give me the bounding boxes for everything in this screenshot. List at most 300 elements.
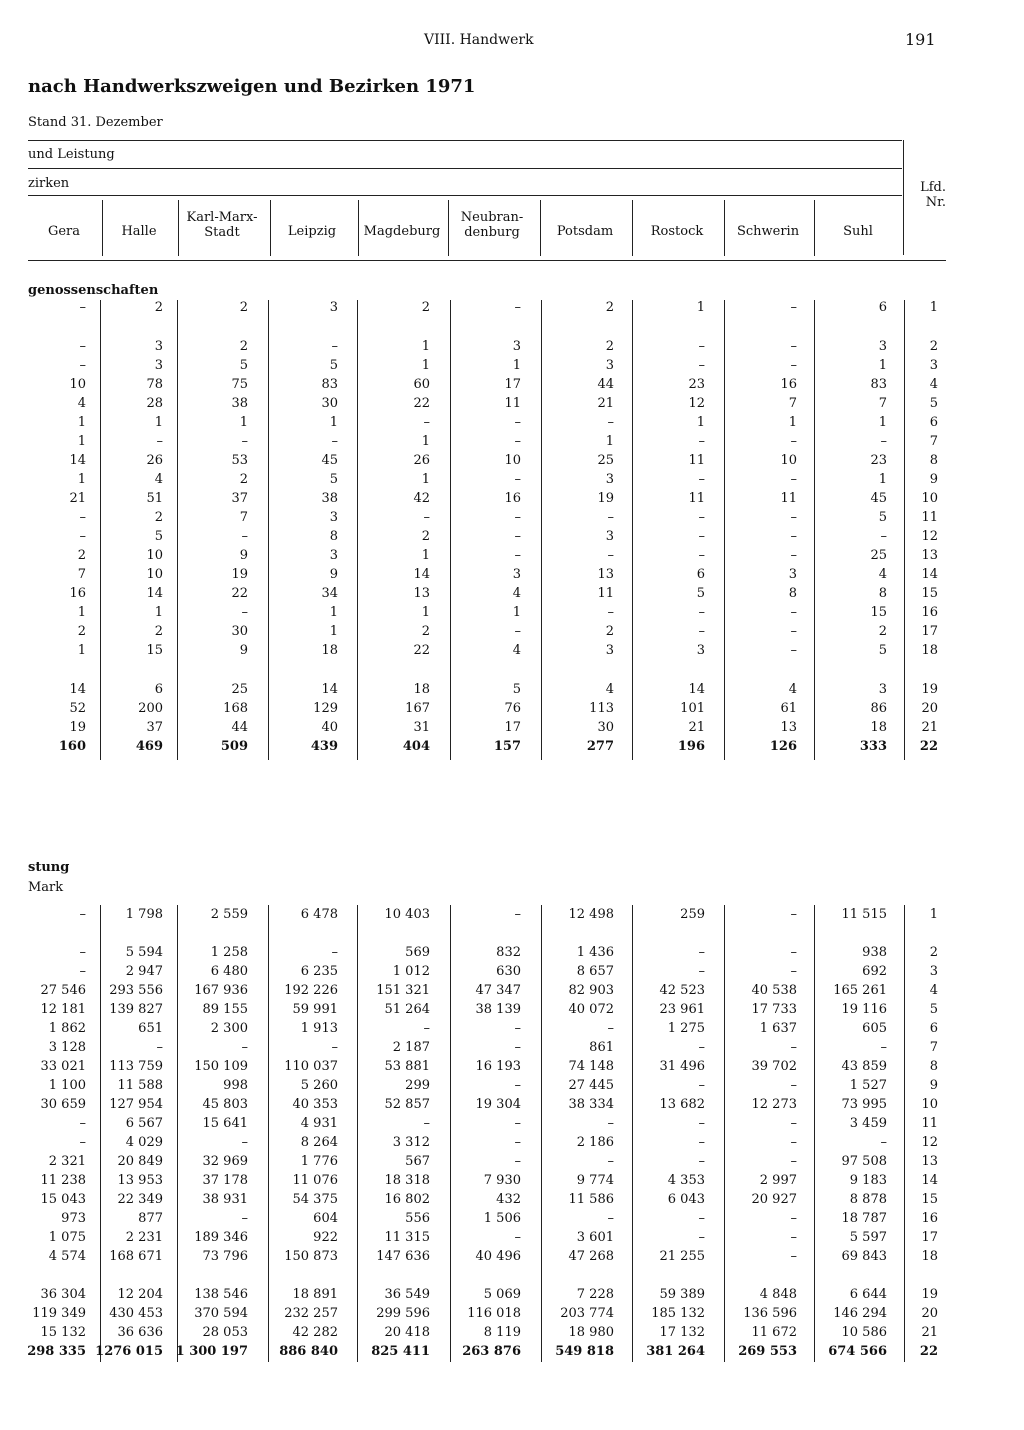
table-cell: 203 774 (560, 1306, 614, 1321)
table-cell: 45 803 (202, 1097, 248, 1112)
table-cell: 4 (77, 396, 86, 411)
row-number: 15 (921, 586, 938, 601)
table-cell: 14 (688, 682, 705, 697)
table-cell: 168 (223, 701, 248, 716)
table-cell: 13 (780, 720, 797, 735)
table-cell: – (156, 1040, 163, 1055)
table-row (0, 1285, 1024, 1304)
section-header: VIII. Handwerk (424, 32, 534, 48)
row-number: 5 (929, 1002, 938, 1017)
row-number: 21 (921, 720, 938, 735)
table-cell: 160 (58, 739, 86, 754)
table-cell: 192 226 (284, 983, 338, 998)
table-cell: 30 659 (40, 1097, 86, 1112)
table-cell: 75 (231, 377, 248, 392)
column-header-8: Schwerin (736, 224, 800, 239)
table-cell: 3 (154, 358, 163, 373)
table-cell: 10 (504, 453, 521, 468)
table-cell: 381 264 (646, 1344, 705, 1359)
table-cell: 11 076 (292, 1173, 338, 1188)
table-cell: 4 (154, 472, 163, 487)
table-cell: 432 (496, 1192, 521, 1207)
table-cell: 293 556 (109, 983, 163, 998)
table-cell: 3 (329, 300, 338, 315)
table-cell: 18 (413, 682, 430, 697)
table-cell: – (698, 964, 705, 979)
table-cell: 40 496 (475, 1249, 521, 1264)
table-cell: 4 931 (300, 1116, 338, 1131)
table-cell: 7 (878, 396, 887, 411)
table-row (0, 527, 1024, 546)
table-cell: 3 (329, 548, 338, 563)
row-number: 10 (921, 1097, 938, 1112)
table-cell: 20 849 (117, 1154, 163, 1169)
table-cell: 11 (780, 491, 797, 506)
table-cell: 6 235 (300, 964, 338, 979)
table-cell: 30 (231, 624, 248, 639)
table-cell: – (790, 1211, 797, 1226)
table-cell: 14 (69, 682, 86, 697)
table-cell: 11 238 (40, 1173, 86, 1188)
table-cell: 7 930 (483, 1173, 521, 1188)
table-cell: 138 546 (194, 1287, 248, 1302)
table-cell: 333 (859, 739, 887, 754)
table-cell: 119 349 (32, 1306, 86, 1321)
table-cell: 1 913 (300, 1021, 338, 1036)
table-cell: 38 (231, 396, 248, 411)
table-cell: 9 (239, 643, 248, 658)
row-number: 9 (929, 1078, 938, 1093)
table-cell: 1 (329, 605, 338, 620)
table-cell: 5 (878, 643, 887, 658)
table-cell: 22 349 (117, 1192, 163, 1207)
table-cell: 36 549 (384, 1287, 430, 1302)
table-cell: 3 (329, 510, 338, 525)
table-cell: 20 418 (384, 1325, 430, 1340)
table-cell: 569 (405, 945, 430, 960)
table-cell: – (514, 1040, 521, 1055)
table-cell: – (514, 1116, 521, 1131)
table-cell: 2 187 (392, 1040, 430, 1055)
table-cell: 1 (77, 643, 86, 658)
table-cell: 1 (696, 300, 705, 315)
row-number: 7 (929, 1040, 938, 1055)
table-cell: – (607, 510, 614, 525)
table-cell: 37 (231, 491, 248, 506)
table-cell: – (698, 945, 705, 960)
table-cell: – (790, 624, 797, 639)
table-cell: 12 181 (40, 1002, 86, 1017)
table-cell: 2 (605, 624, 614, 639)
table-cell: 16 802 (384, 1192, 430, 1207)
table-cell: 14 (321, 682, 338, 697)
row-number: 17 (921, 624, 938, 639)
table-row (0, 337, 1024, 356)
table-cell: 3 (605, 643, 614, 658)
table-cell: 17 (504, 377, 521, 392)
table-cell: – (790, 945, 797, 960)
column-header-0: Gera (47, 224, 81, 239)
table-cell: – (514, 1154, 521, 1169)
row-number: 8 (929, 1059, 938, 1074)
table-cell: 1 (77, 472, 86, 487)
table-cell: 11 315 (384, 1230, 430, 1245)
table-cell: 4 353 (667, 1173, 705, 1188)
table-cell: 2 321 (48, 1154, 86, 1169)
column-header-1: Halle (121, 224, 157, 239)
table-cell: 7 (77, 567, 86, 582)
table-row (0, 432, 1024, 451)
table-cell: – (698, 548, 705, 563)
table-cell: – (79, 529, 86, 544)
table-cell: 14 (69, 453, 86, 468)
table-row (0, 413, 1024, 432)
table-cell: 14 (146, 586, 163, 601)
table-cell: 1 (878, 358, 887, 373)
table-cell: 4 848 (759, 1287, 797, 1302)
table-cell: 12 273 (751, 1097, 797, 1112)
table-row (0, 680, 1024, 699)
table-row (0, 1152, 1024, 1171)
table-cell: – (607, 1116, 614, 1131)
row-number: 5 (929, 396, 938, 411)
column-header-5: Neubran- denburg (460, 210, 524, 240)
table-cell: 34 (321, 586, 338, 601)
table-cell: 185 132 (651, 1306, 705, 1321)
table-cell: – (241, 1211, 248, 1226)
table-cell: 39 702 (751, 1059, 797, 1074)
table-cell: 17 132 (659, 1325, 705, 1340)
table-cell: – (423, 415, 430, 430)
table-cell: 60 (413, 377, 430, 392)
table-row (0, 1076, 1024, 1095)
table-cell: 10 403 (384, 907, 430, 922)
table-row (0, 1247, 1024, 1266)
table-cell: – (79, 300, 86, 315)
table-cell: 998 (223, 1078, 248, 1093)
column-header-3: Leipzig (287, 224, 337, 239)
table-cell: 1 (421, 434, 430, 449)
page-subtitle: Stand 31. Dezember (28, 115, 163, 130)
table-cell: 6 (696, 567, 705, 582)
table-cell: 1 258 (210, 945, 248, 960)
table-cell: – (241, 529, 248, 544)
table-cell: 3 (696, 643, 705, 658)
table-cell: 25 (231, 682, 248, 697)
table-cell: – (241, 1135, 248, 1150)
header-rule-1 (28, 168, 902, 169)
header-rule-2 (28, 195, 902, 196)
table-cell: 18 (870, 720, 887, 735)
table-cell: 922 (313, 1230, 338, 1245)
table-cell: 37 178 (202, 1173, 248, 1188)
table-cell: 53 881 (384, 1059, 430, 1074)
table-cell: – (698, 434, 705, 449)
table-cell: 277 (586, 739, 614, 754)
table-cell: 165 261 (833, 983, 887, 998)
header-column-divider (448, 200, 449, 256)
header-column-divider (724, 200, 725, 256)
table-cell: 52 (69, 701, 86, 716)
table-cell: 3 (605, 472, 614, 487)
table-cell: 5 (696, 586, 705, 601)
table-cell: 18 (321, 643, 338, 658)
table-cell: 2 (77, 624, 86, 639)
table-cell: 45 (870, 491, 887, 506)
table-row (0, 565, 1024, 584)
header-column-divider (178, 200, 179, 256)
table-cell: – (514, 624, 521, 639)
table-cell: – (514, 300, 521, 315)
table-cell: 15 (870, 605, 887, 620)
table-cell: 18 318 (384, 1173, 430, 1188)
table-cell: 18 891 (292, 1287, 338, 1302)
table-cell: – (790, 1040, 797, 1055)
table-cell: 1 (77, 605, 86, 620)
table-cell: 1 (512, 358, 521, 373)
table-cell: 69 843 (841, 1249, 887, 1264)
table-row (0, 375, 1024, 394)
table-cell: 28 053 (202, 1325, 248, 1340)
table-row (0, 1038, 1024, 1057)
header-column-divider (102, 200, 103, 256)
table-row (0, 1095, 1024, 1114)
row-number: 8 (929, 453, 938, 468)
table-cell: 200 (138, 701, 163, 716)
header-column-divider (358, 200, 359, 256)
table-cell: 6 043 (667, 1192, 705, 1207)
table-cell: 52 857 (384, 1097, 430, 1112)
table-cell: 259 (680, 907, 705, 922)
table-cell: 40 (321, 720, 338, 735)
table-row (0, 489, 1024, 508)
row-number: 20 (921, 701, 938, 716)
table-cell: – (79, 945, 86, 960)
table-cell: – (79, 964, 86, 979)
table-cell: 1 (421, 339, 430, 354)
table-cell: 5 (239, 358, 248, 373)
table-cell: 430 453 (109, 1306, 163, 1321)
table-cell: 8 (788, 586, 797, 601)
row-number: 22 (919, 1344, 938, 1359)
table-cell: – (880, 434, 887, 449)
row-number: 10 (921, 491, 938, 506)
table-cell: 1 (878, 415, 887, 430)
table-cell: 25 (597, 453, 614, 468)
table-row (0, 962, 1024, 981)
table-row (0, 641, 1024, 660)
table-cell: 8 119 (483, 1325, 521, 1340)
table-cell: – (698, 339, 705, 354)
header-group-label-1: und Leistung (28, 147, 115, 162)
table-cell: 59 389 (659, 1287, 705, 1302)
table-row (0, 298, 1024, 317)
table-cell: 10 (146, 567, 163, 582)
table-cell: 9 183 (849, 1173, 887, 1188)
table-cell: 3 (878, 339, 887, 354)
table-row (0, 584, 1024, 603)
header-group-label-2: zirken (28, 176, 70, 191)
table-cell: 42 282 (292, 1325, 338, 1340)
table-cell: – (331, 1040, 338, 1055)
table-cell: 40 538 (751, 983, 797, 998)
table-row (0, 470, 1024, 489)
table-cell: 3 128 (48, 1040, 86, 1055)
table-cell: – (241, 1040, 248, 1055)
table-cell: 83 (321, 377, 338, 392)
table-cell: 1 075 (48, 1230, 86, 1245)
row-number: 4 (929, 377, 938, 392)
table-cell: – (790, 1230, 797, 1245)
table-cell: 10 (146, 548, 163, 563)
table-cell: 2 (239, 300, 248, 315)
table-cell: 51 (146, 491, 163, 506)
table-cell: – (790, 548, 797, 563)
table-cell: 18 980 (568, 1325, 614, 1340)
row-number: 3 (929, 358, 938, 373)
table-row (0, 1342, 1024, 1361)
table-cell: 1 (605, 434, 614, 449)
table-cell: 19 304 (475, 1097, 521, 1112)
table-cell: 2 (421, 300, 430, 315)
column-header-7: Rostock (650, 224, 704, 239)
table-row (0, 699, 1024, 718)
table-cell: 469 (135, 739, 163, 754)
table-row (0, 394, 1024, 413)
table-cell: – (698, 1135, 705, 1150)
table-cell: – (607, 548, 614, 563)
table-cell: 16 (504, 491, 521, 506)
table-cell: – (79, 510, 86, 525)
table-cell: 20 927 (751, 1192, 797, 1207)
table-cell: 299 (405, 1078, 430, 1093)
header-column-divider (814, 200, 815, 256)
row-number: 2 (929, 339, 938, 354)
table-cell: 269 553 (738, 1344, 797, 1359)
table-cell: – (790, 1135, 797, 1150)
table-cell: 38 (321, 491, 338, 506)
table-cell: 298 335 (27, 1344, 86, 1359)
table-cell: 10 (780, 453, 797, 468)
header-column-divider (540, 200, 541, 256)
table-cell: – (514, 1078, 521, 1093)
table-cell: 1 (788, 415, 797, 430)
table-cell: 27 546 (40, 983, 86, 998)
table-cell: 129 (313, 701, 338, 716)
table-cell: 938 (862, 945, 887, 960)
table-cell: 78 (146, 377, 163, 392)
table-cell: 2 (421, 624, 430, 639)
table-cell: 263 876 (462, 1344, 521, 1359)
table-cell: 5 (154, 529, 163, 544)
table-cell: 40 072 (568, 1002, 614, 1017)
row-number: 18 (921, 643, 938, 658)
table-cell: 3 459 (849, 1116, 887, 1131)
row-number: 6 (929, 415, 938, 430)
table-cell: 23 (870, 453, 887, 468)
table-cell: 33 021 (40, 1059, 86, 1074)
table-cell: 2 (605, 300, 614, 315)
table-cell: 2 (154, 510, 163, 525)
row-number: 11 (921, 510, 938, 525)
table-cell: – (241, 605, 248, 620)
table-cell: – (790, 1154, 797, 1169)
table-cell: 31 496 (659, 1059, 705, 1074)
table-cell: 605 (862, 1021, 887, 1036)
table-cell: 31 (413, 720, 430, 735)
table-cell: 8 (878, 586, 887, 601)
table-cell: 1 (512, 605, 521, 620)
table-cell: 11 (688, 453, 705, 468)
table-cell: 21 (688, 720, 705, 735)
table-cell: 11 588 (117, 1078, 163, 1093)
table-cell: 27 445 (568, 1078, 614, 1093)
header-rule-top (28, 140, 902, 141)
row-number: 13 (921, 548, 938, 563)
table-cell: 36 636 (117, 1325, 163, 1340)
table-cell: 1 (329, 624, 338, 639)
table-cell: 11 515 (841, 907, 887, 922)
table-cell: – (156, 434, 163, 449)
table-cell: – (331, 434, 338, 449)
table-cell: 11 672 (751, 1325, 797, 1340)
table-cell: – (698, 1230, 705, 1245)
table-cell: 8 264 (300, 1135, 338, 1150)
table-cell: – (607, 1021, 614, 1036)
row-number: 12 (921, 1135, 938, 1150)
row-number: 11 (921, 1116, 938, 1131)
header-column-divider (270, 200, 271, 256)
row-number: 15 (921, 1192, 938, 1207)
column-header-4: Magdeburg (363, 224, 441, 239)
table-cell: 5 (329, 472, 338, 487)
table-cell: 44 (597, 377, 614, 392)
table-row (0, 1000, 1024, 1019)
table-cell: 11 586 (568, 1192, 614, 1207)
table-cell: 14 (413, 567, 430, 582)
table-cell: 15 043 (40, 1192, 86, 1207)
table-cell: 2 (605, 339, 614, 354)
table-cell: 16 193 (475, 1059, 521, 1074)
table-cell: – (514, 434, 521, 449)
table-cell: 5 069 (483, 1287, 521, 1302)
table-cell: 168 671 (109, 1249, 163, 1264)
table-cell: 82 903 (568, 983, 614, 998)
table-cell: 116 018 (467, 1306, 521, 1321)
table-cell: 18 787 (841, 1211, 887, 1226)
table-cell: 89 155 (202, 1002, 248, 1017)
table-cell: 15 (146, 643, 163, 658)
table-cell: – (880, 529, 887, 544)
table-cell: 1 (77, 434, 86, 449)
table-cell: 12 204 (117, 1287, 163, 1302)
table-cell: – (514, 510, 521, 525)
table-cell: 21 (597, 396, 614, 411)
table-cell: 7 (788, 396, 797, 411)
table-cell: 3 (788, 567, 797, 582)
table-cell: 1 (421, 472, 430, 487)
table-cell: 5 260 (300, 1078, 338, 1093)
lfd-column-divider (903, 140, 904, 255)
table-cell: 2 (239, 472, 248, 487)
table-cell: 113 (589, 701, 614, 716)
table-cell: 6 644 (849, 1287, 887, 1302)
table-cell: 4 (605, 682, 614, 697)
table-row (0, 1209, 1024, 1228)
table-cell: 5 (512, 682, 521, 697)
table-cell: 40 353 (292, 1097, 338, 1112)
table-cell: 1 275 (667, 1021, 705, 1036)
